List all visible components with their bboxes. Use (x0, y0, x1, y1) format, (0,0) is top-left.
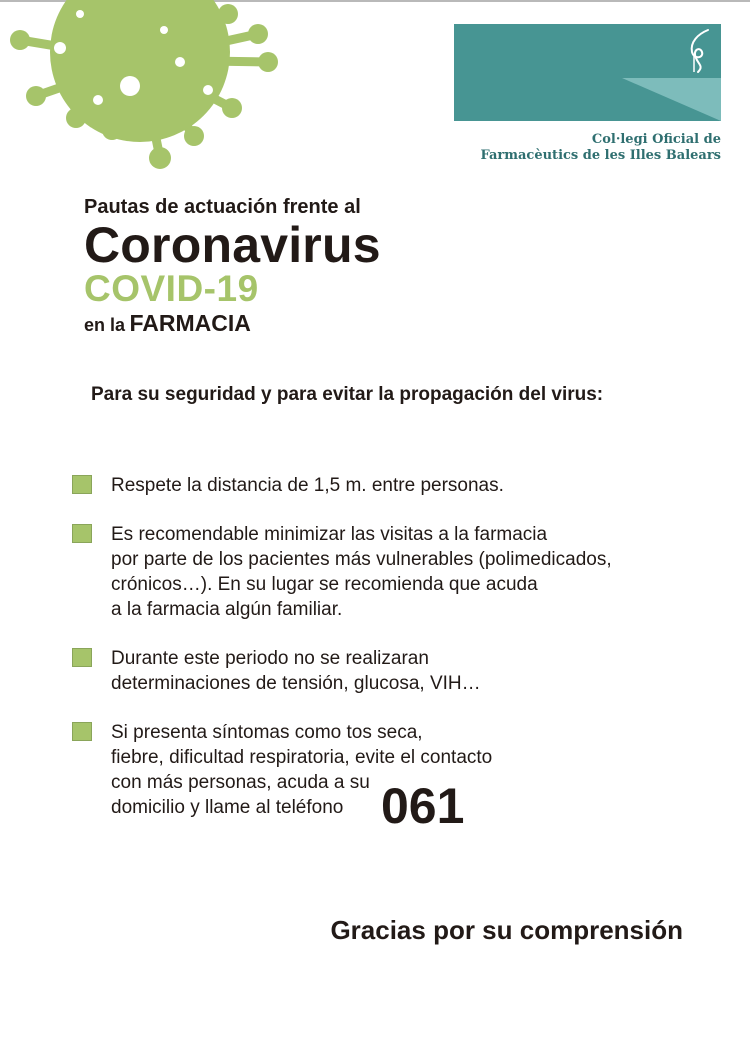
title-line4 (84, 310, 381, 337)
list-item (72, 473, 712, 498)
square-bullet-icon (72, 648, 92, 667)
item-line: Respete la distancia de 1,5 m. entre personas. (111, 475, 504, 496)
phone-number: 061 (381, 778, 465, 834)
item-line: Es recomendable minimizar las visitas a la farmacia (111, 524, 548, 545)
list-item (72, 720, 712, 834)
page-title (84, 196, 381, 337)
list-item (72, 646, 712, 696)
subtitle: Para su seguridad y para evitar la propagación del virus: (91, 384, 604, 405)
item-line: crónicos…). En su lugar se recomienda que acuda (111, 574, 538, 595)
square-bullet-icon (72, 722, 92, 741)
item-line: determinaciones de tensión, glucosa, VIH… (111, 673, 481, 694)
item-line: por parte de los pacientes más vulnerables (polimedicados, (111, 549, 612, 570)
item-line: a la farmacia algún familiar. (111, 599, 343, 620)
title-farmacia: FARMACIA (129, 310, 251, 336)
guidelines-list (72, 473, 712, 844)
title-coronavirus: Coronavirus (84, 217, 381, 273)
organization-line2: Farmacèutics de les Illes Balears (480, 148, 721, 163)
organization-name (480, 132, 721, 164)
item-line: fiebre, dificultad respiratoria, evite el contacto (111, 747, 493, 768)
item-line: Durante este periodo no se realizaran (111, 648, 429, 669)
item-line: Si presenta síntomas como tos seca, (111, 722, 423, 743)
square-bullet-icon (72, 475, 92, 494)
serpent-logo-icon (454, 24, 721, 121)
organization-line1: Col·legi Oficial de (591, 132, 721, 147)
item-line-text: domicilio y llame al teléfono (111, 797, 344, 818)
title-line1: Pautas de actuación frente al (84, 196, 361, 218)
list-item (72, 522, 712, 622)
title-en-la: en la (84, 315, 126, 335)
item-line: con más personas, acuda a su (111, 772, 370, 793)
square-bullet-icon (72, 524, 92, 543)
thanks-message: Gracias por su comprensión (330, 915, 683, 945)
coronavirus-icon (0, 0, 300, 175)
title-covid19: COVID-19 (84, 268, 259, 309)
